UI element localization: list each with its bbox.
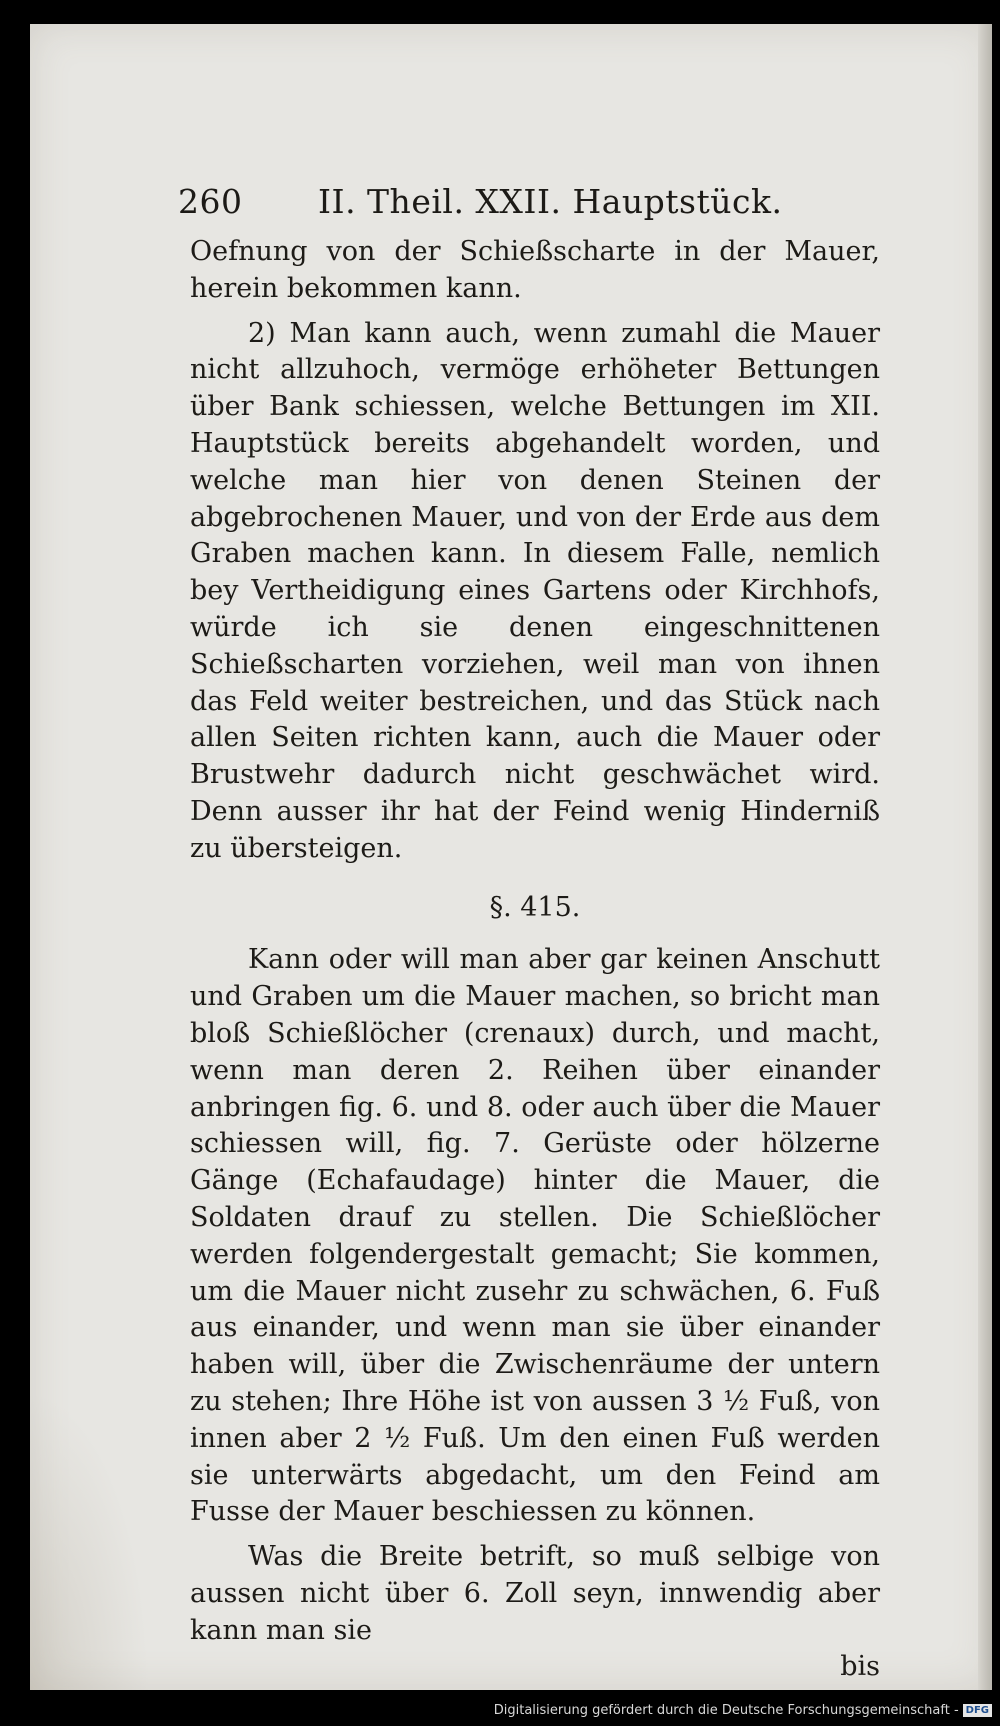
paragraph-4: Was die Breite betrift, so muß selbige von aussen nicht über 6. Zoll seyn, innwendig aber kann man sie — [190, 1541, 880, 1646]
body-text — [190, 234, 880, 1686]
footer-credit — [494, 1703, 992, 1718]
page-number: 260 — [178, 182, 243, 221]
footer-credit-text: Digitalisierung gefördert durch die Deutsche Forschungsgemeinschaft - — [493, 1703, 959, 1718]
running-header — [178, 182, 818, 221]
dfg-logo: DFG — [963, 1704, 992, 1717]
running-title: II. Theil. XXII. Hauptstück. — [318, 182, 783, 221]
section-heading: §. 415. — [489, 891, 581, 923]
catchword: bis — [840, 1651, 880, 1683]
page-edge — [978, 24, 992, 1690]
paragraph-2: 2) Man kann auch, wenn zumahl die Mauer nicht allzuhoch, vermöge erhöheter Bettungen über Bank schiessen, welche Bettungen im XII. Hauptstück bereits abgehandelt worden, und welche man hier von denen Steinen der abgebrochenen Mauer, und von der Erde aus dem Graben machen kann. In diesem Falle, nemlich bey Vertheidigung eines Gartens oder Kirchhofs, würde ich sie denen eingeschnittenen Schießscharten vorziehen, weil man von ihnen das Feld weiter bestreichen, und das Stück nach allen Seiten richten kann, auch die Mauer oder Brustwehr dadurch nicht geschwächet wird. Denn ausser ihr hat der Feind wenig Hinderniß zu übersteigen. — [190, 317, 880, 864]
paragraph-continuation: Oefnung von der Schießscharte in der Mauer, herein bekommen kann. — [190, 236, 880, 304]
paper-stain — [30, 1390, 150, 1690]
scanned-page — [30, 24, 992, 1690]
paragraph-3: Kann oder will man aber gar keinen Anschutt und Graben um die Mauer machen, so bricht man bloß Schießlöcher (crenaux) durch, und macht, wenn man deren 2. Reihen über einander anbringen fig. 6. und 8. oder auch über die Mauer schiessen will, fig. 7. Gerüste oder hölzerne Gänge (Echafaudage) hinter die Mauer, die Soldaten drauf zu stellen. Die Schießlöcher werden folgendergestalt gemacht; Sie kommen, um die Mauer nicht zusehr zu schwächen, 6. Fuß aus einander, und wenn man sie über einander haben will, über die Zwischenräume der untern zu stehen; Ihre Höhe ist von aussen 3 ½ Fuß, von innen aber 2 ½ Fuß. Um den einen Fuß werden sie unterwärts abgedacht, um den Feind am Fusse der Mauer beschiessen zu können. — [190, 944, 880, 1528]
